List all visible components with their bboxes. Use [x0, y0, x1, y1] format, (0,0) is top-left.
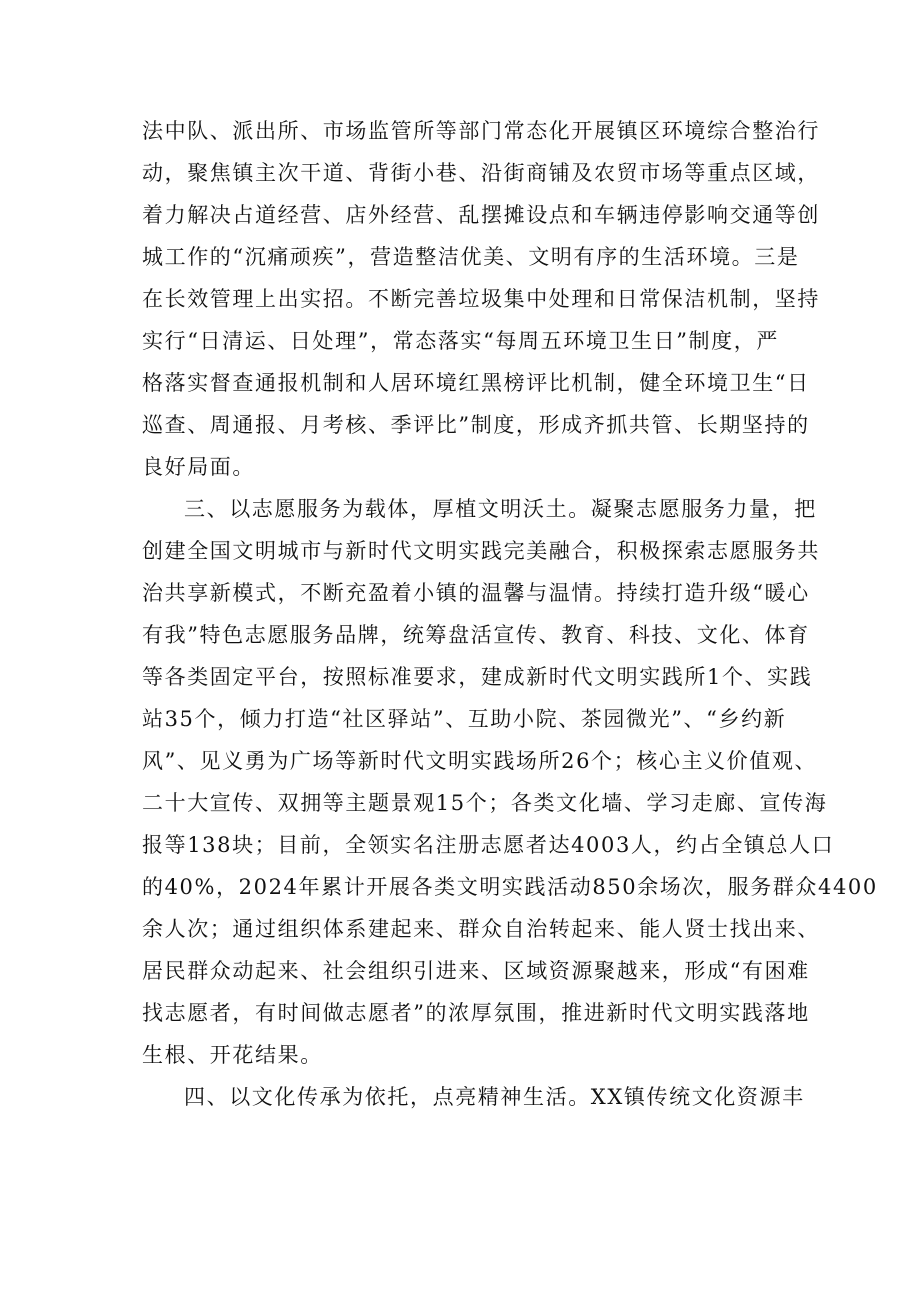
- text-line: 城工作的“沉痛顽疾”，营造整洁优美、文明有序的生活环境。三是: [142, 245, 800, 269]
- text-line: 等各类固定平台，按照标准要求，建成新时代文明实践所1个、实践: [142, 665, 813, 689]
- text-line: 法中队、派出所、市场监管所等部门常态化开展镇区环境综合整治行: [142, 119, 820, 143]
- text-line: 站35个，倾力打造“社区驿站”、互助小院、茶园微光”、“乡约新: [142, 707, 787, 731]
- text-line: 余人次；通过组织体系建起来、群众自治转起来、能人贤士找出来、: [142, 917, 820, 941]
- text-line: 居民群众动起来、社会组织引进来、区域资源聚越来，形成“有困难: [142, 959, 810, 983]
- text-line: 治共享新模式，不断充盈着小镇的温馨与温情。持续打造升级“暖心: [142, 581, 810, 605]
- text-line: 格落实督查通报机制和人居环境红黑榜评比机制，健全环境卫生“日: [142, 371, 810, 395]
- text-line: 创建全国文明城市与新时代文明实践完美融合，积极探索志愿服务共: [142, 539, 820, 563]
- text-line: 生根、开花结果。: [142, 1043, 323, 1067]
- text-line: 良好局面。: [142, 455, 255, 479]
- text-line: 的40%，2024年累计开展各类文明实践活动850余场次，服务群众4400: [142, 875, 878, 899]
- text-line: 在长效管理上出实招。不断完善垃圾集中处理和日常保洁机制，坚持: [142, 287, 820, 311]
- text-line: 风”、见义勇为广场等新时代文明实践场所26个；核心主义价值观、: [142, 749, 818, 773]
- text-line: 着力解决占道经营、店外经营、乱摆摊设点和车辆违停影响交通等创: [142, 203, 820, 227]
- document-body: [142, 110, 878, 1118]
- text-line: 实行“日清运、日处理”，常态落实“每周五环境卫生日”制度，严: [142, 329, 779, 353]
- text-line: 二十大宣传、双拥等主题景观15个；各类文化墙、学习走廊、宣传海: [142, 791, 828, 815]
- text-line: 找志愿者，有时间做志愿者”的浓厚氛围，推进新时代文明实践落地: [142, 1001, 810, 1025]
- text-line: 报等138块；目前，全领实名注册志愿者达4003人，约占全镇总人口: [142, 833, 835, 857]
- text-line: 巡查、周通报、月考核、季评比”制度，形成齐抓共管、长期坚持的: [142, 413, 810, 437]
- paragraph-four-start: 四、以文化传承为依托，点亮精神生活。XX镇传统文化资源丰: [184, 1085, 805, 1109]
- text-line: 动，聚焦镇主次干道、背街小巷、沿街商铺及农贸市场等重点区域，: [142, 161, 820, 185]
- text-line: 有我”特色志愿服务品牌，统筹盘活宣传、教育、科技、文化、体育: [142, 623, 810, 647]
- paragraph-three-start: 三、以志愿服务为载体，厚植文明沃土。凝聚志愿服务力量，把: [184, 497, 817, 521]
